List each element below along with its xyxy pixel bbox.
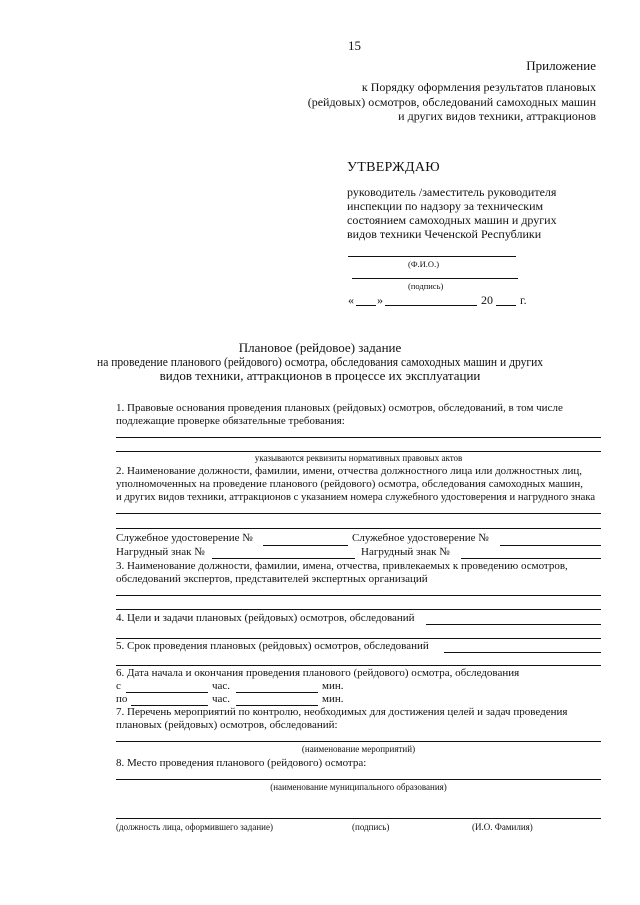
appendix-line-3: и других видов техники, аттракционов [398,109,596,123]
signature-line[interactable] [352,278,518,279]
cert-label-1: Служебное удостоверение № [116,532,253,544]
s3-line-1: 3. Наименование должности, фамилии, имена, отчества, привлекаемых к проведению осмотров, [116,560,568,572]
s3-field-1[interactable] [116,595,601,596]
s6-line-1: 6. Дата начала и окончания проведения планового (рейдового) осмотра, обследования [116,667,520,679]
s7-caption: (наименование мероприятий) [301,744,416,754]
s5-field-inline[interactable] [444,652,601,653]
s6-to-minutes: мин. [322,693,344,705]
s4-line-1: 4. Цели и задачи плановых (рейдовых) осмотров, обследований [116,612,415,624]
approve-line-4: видов техники Чеченской Республики [347,227,542,241]
cert-field-1[interactable] [263,545,348,546]
s6-from-minutes: мин. [322,680,344,692]
s2-line-2: уполномоченных на проведение планового (рейдового) осмотра, обследования самоходных машин, [116,478,583,490]
heading-line-3: видов техники, аттракционов в процессе их эксплуатации [159,368,481,383]
s6-from-date[interactable] [126,692,208,693]
s7-field-1[interactable] [116,741,601,742]
s6-from-time[interactable] [236,692,318,693]
signature-caption: (подпись) [408,281,444,291]
date-suffix: г. [520,293,527,307]
s6-from-hours: час. [212,680,231,692]
date-open-quote: « [348,293,354,307]
date-close-quote: » [377,293,383,307]
footer-position-caption: (должность лица, оформившего задание) [116,822,273,832]
date-year: 20 [481,293,493,307]
heading-line-2: на проведение планового (рейдового) осмотра, обследования самоходных машин и других [97,354,544,369]
s1-line-2: подлежащие проверке обязательные требования: [116,415,345,427]
fio-line[interactable] [348,256,516,257]
s6-from-label: с [116,680,121,692]
approve-line-2: инспекции по надзору за техническим [347,199,544,213]
s8-field-1[interactable] [116,779,601,780]
heading-line-1: Плановое (рейдовое) задание [238,340,402,355]
s5-field-1[interactable] [116,665,601,666]
approve-line-1: руководитель /заместитель руководителя [347,185,557,199]
s2-field-2[interactable] [116,528,601,529]
page-number: 15 [348,38,361,53]
appendix-line-1: к Порядку оформления результатов плановых [361,80,596,94]
appendix-line-2: (рейдовых) осмотров, обследований самоходных машин [307,95,596,109]
s4-field-inline[interactable] [426,624,601,625]
approve-line-3: состоянием самоходных машин и других [347,213,557,227]
s2-line-3: и других видов техники, аттракционов с указанием номера служебного удостоверения и нагрудного знака [116,491,596,503]
date-year-line[interactable] [496,305,516,306]
appendix-title: Приложение [526,58,596,73]
footer-field[interactable] [116,818,601,819]
s3-line-2: обследований экспертов, представителей экспертных организаций [116,573,428,585]
s1-field-2[interactable] [116,451,601,452]
s1-caption: указываются реквизиты нормативных правовых актов [254,453,463,463]
s1-field-1[interactable] [116,437,601,438]
s7-line-2: плановых (рейдовых) осмотров, обследований: [116,719,338,731]
s4-field-1[interactable] [116,638,601,639]
footer-name-caption: (И.О. Фамилия) [472,822,533,832]
badge-label-2: Нагрудный знак № [361,546,450,558]
s6-to-label: по [116,693,128,705]
s3-field-2[interactable] [116,609,601,610]
date-day-line[interactable] [356,305,376,306]
s8-line-1: 8. Место проведения планового (рейдового) осмотра: [116,757,367,769]
cert-field-2[interactable] [500,545,601,546]
badge-field-2[interactable] [461,558,601,559]
s1-line-1: 1. Правовые основания проведения плановых (рейдовых) осмотров, обследований, в том числе [116,402,563,414]
s2-field-1[interactable] [116,513,601,514]
s6-to-hours: час. [212,693,231,705]
s2-line-1: 2. Наименование должности, фамилии, имени, отчества должностного лица или должностных лиц, [116,465,583,477]
date-month-line[interactable] [385,305,477,306]
fio-caption: (Ф.И.О.) [408,259,440,269]
s5-line-1: 5. Срок проведения плановых (рейдовых) осмотров, обследований [116,640,429,652]
cert-label-2: Служебное удостоверение № [352,532,489,544]
badge-label-1: Нагрудный знак № [116,546,205,558]
s8-caption: (наименование муниципального образования) [270,782,447,792]
approve-title: УТВЕРЖДАЮ [347,160,440,175]
s7-line-1: 7. Перечень мероприятий по контролю, необходимых для достижения целей и задач проведения [116,706,568,718]
badge-field-1[interactable] [212,558,355,559]
footer-sign-caption: (подпись) [352,822,390,832]
